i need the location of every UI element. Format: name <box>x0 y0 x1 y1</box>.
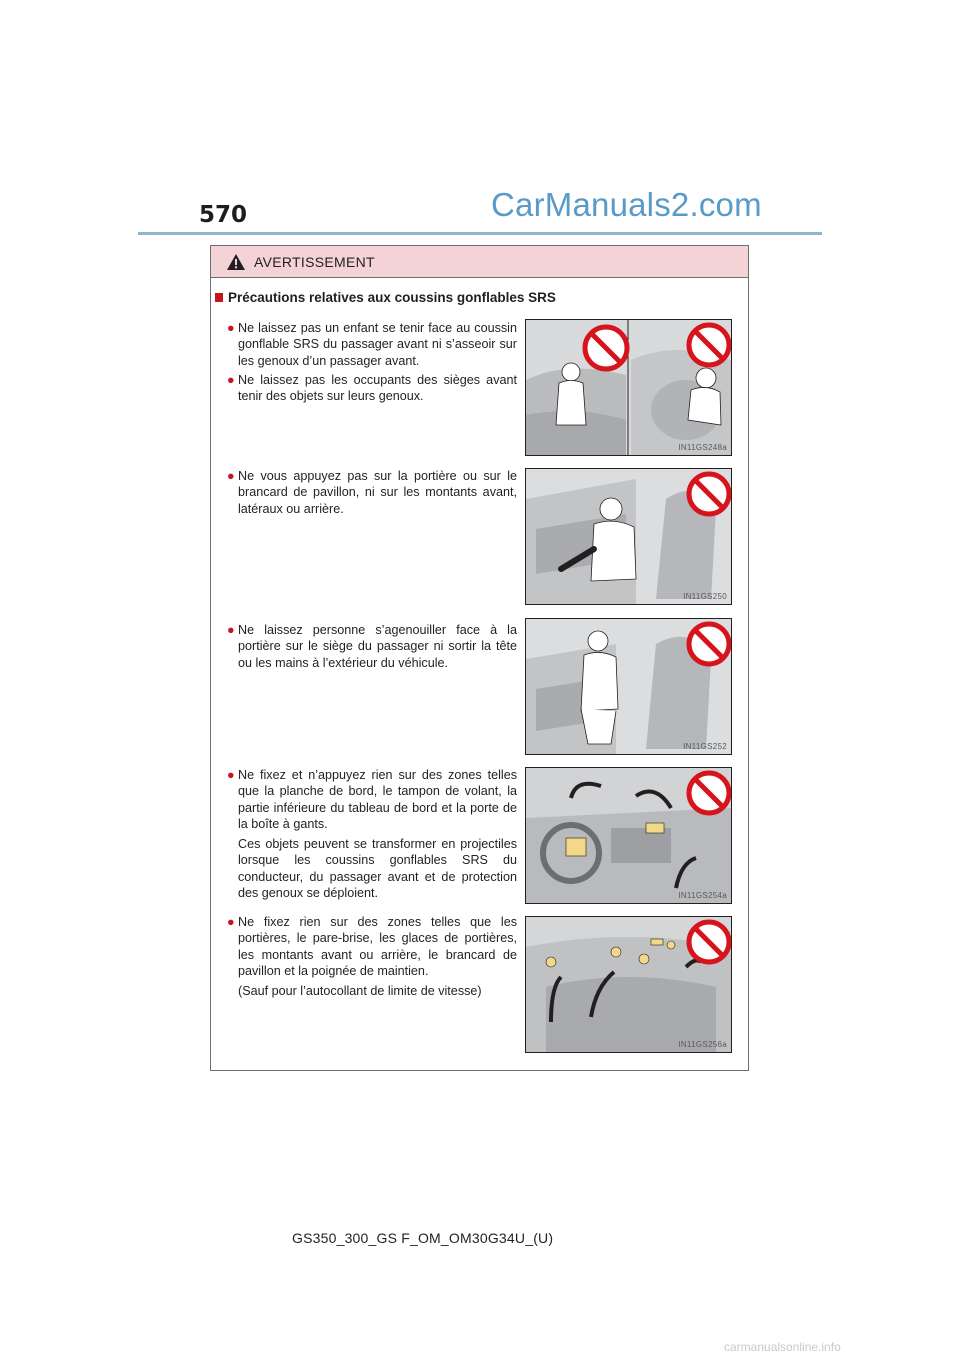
bullet-icon: ● <box>227 321 235 335</box>
item-text: Ne vous appuyez pas sur la portière ou sur le brancard de pavillon, ni sur les montants avant, latéraux ou arrière. <box>238 469 517 516</box>
illustration-code: IN11GS248a <box>678 443 727 452</box>
prohibition-icon <box>689 922 729 962</box>
bullet-icon: ● <box>227 469 235 483</box>
page-number: 570 <box>199 202 248 228</box>
car-interior-illustration <box>526 469 731 604</box>
illustration-code: IN11GS256a <box>678 1040 727 1049</box>
prohibition-icon <box>689 624 729 664</box>
header-rule <box>138 232 822 235</box>
prohibition-icon <box>689 474 729 514</box>
warning-item <box>227 622 517 671</box>
warning-item <box>227 468 517 517</box>
warning-item <box>227 914 517 999</box>
illustration-code: IN11GS252 <box>683 742 727 751</box>
item-text: Ne laissez personne s’agenouiller face à la portière sur le siège du passager ni sortir la tête ou les mains à l’extérieur du véhicule. <box>238 623 517 670</box>
illustration-code: IN11GS254a <box>678 891 727 900</box>
warning-header <box>211 246 748 278</box>
car-interior-illustration <box>526 320 731 455</box>
warning-item <box>227 372 517 405</box>
illustration-child-airbag <box>525 319 732 456</box>
footer-code: GS350_300_GS F_OM_OM30G34U_(U) <box>292 1230 554 1246</box>
item-text: Ces objets peuvent se transformer en projectiles lorsque les coussins gonflables SRS du conducteur, du passager avant et de protection des genoux se déploient. <box>238 837 517 901</box>
prohibition-icon <box>689 325 729 365</box>
item-text: Ne laissez pas les occupants des sièges avant tenir des objets sur leurs genoux. <box>238 373 517 404</box>
item-text: Ne fixez et n’appuyez rien sur des zones telles que la planche de bord, le tampon de volant, la partie inférieure du tableau de bord et la porte de la boîte à gants. <box>238 768 517 831</box>
illustration-kneeling <box>525 618 732 755</box>
warning-triangle-icon <box>226 253 246 271</box>
warning-item <box>227 320 517 369</box>
bullet-icon: ● <box>227 915 235 929</box>
car-interior-illustration <box>526 768 731 903</box>
car-interior-illustration <box>526 619 731 754</box>
bullet-icon: ● <box>227 768 235 782</box>
prohibition-icon <box>689 773 729 813</box>
illustration-attached-objects <box>525 916 732 1053</box>
warning-item <box>227 767 517 901</box>
item-text: (Sauf pour l’autocollant de limite de vitesse) <box>238 984 482 999</box>
section-heading-text: Précautions relatives aux coussins gonflables SRS <box>228 290 556 305</box>
item-text: Ne laissez pas un enfant se tenir face au coussin gonflable SRS du passager avant ni s’asseoir sur les genoux d’un passager avant. <box>238 321 517 368</box>
section-square-icon <box>215 293 223 302</box>
illustration-code: IN11GS250 <box>683 592 727 601</box>
warning-box <box>210 245 749 1071</box>
watermark-bottom: carmanualsonline.info <box>724 1340 841 1354</box>
illustration-leaning-door <box>525 468 732 605</box>
car-interior-illustration <box>526 917 731 1052</box>
item-text: Ne fixez rien sur des zones telles que les portières, le pare-brise, les glaces de portières, les montants avant ou arrière, le brancard de pavillon et la poignée de maintien. <box>238 915 517 978</box>
bullet-icon: ● <box>227 623 235 637</box>
prohibition-icon <box>585 327 627 369</box>
bullet-icon: ● <box>227 373 235 387</box>
warning-title: AVERTISSEMENT <box>254 253 375 270</box>
illustration-dashboard-objects <box>525 767 732 904</box>
section-heading <box>215 290 556 305</box>
watermark-top: CarManuals2.com <box>491 186 762 223</box>
